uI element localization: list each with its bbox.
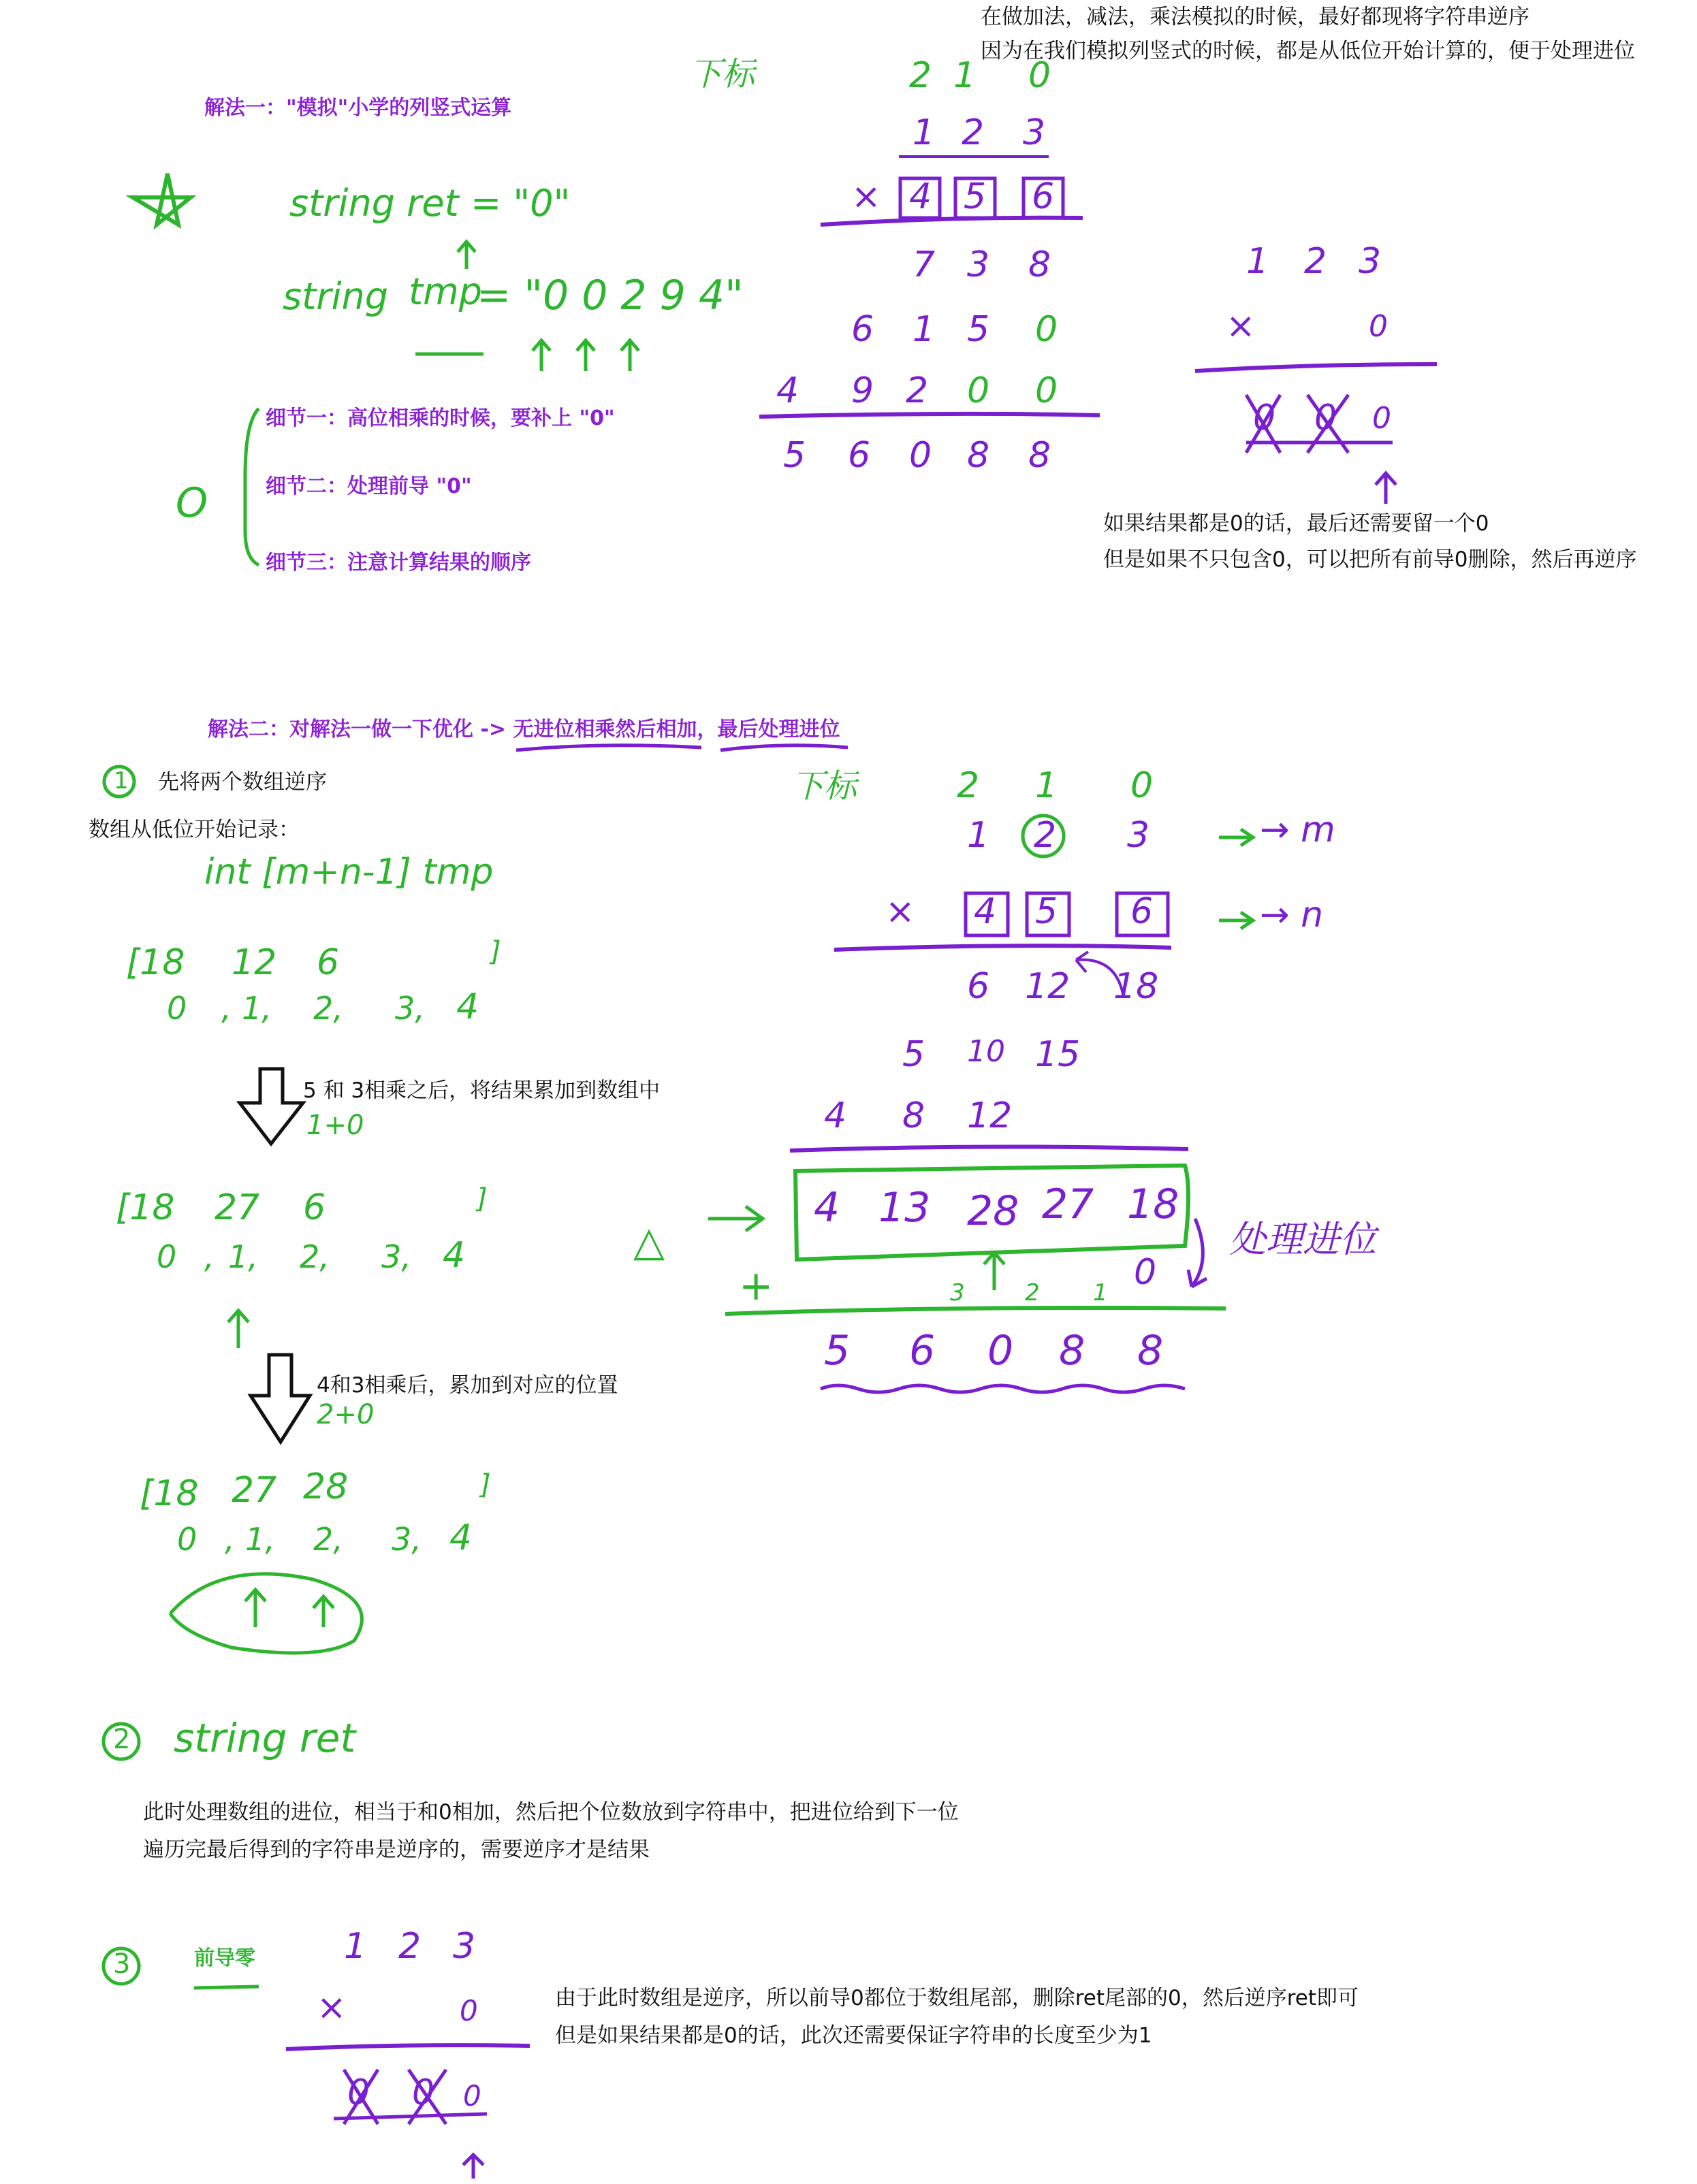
array3-v2: 28 xyxy=(303,1466,349,1507)
m2-multiplier-6: 6 xyxy=(1130,891,1154,932)
array1-v2: 6 xyxy=(317,942,340,983)
m1-zero-top-1: 1 xyxy=(1246,241,1269,282)
m2-sum-3: 28 xyxy=(967,1187,1019,1235)
m2-final-3: 0 xyxy=(987,1327,1014,1375)
method1-code-tmp-var: tmp xyxy=(409,270,483,313)
m1-result-5: 8 xyxy=(1028,435,1051,476)
step1-marker: 1 xyxy=(114,767,129,794)
m2-line-3 xyxy=(725,1308,1226,1314)
m2-row2-a: 5 xyxy=(902,1034,925,1075)
step2-marker: 2 xyxy=(113,1724,131,1755)
m2-carry-index-1: 1 xyxy=(1093,1279,1108,1306)
m2-final-2: 6 xyxy=(909,1327,936,1375)
step2-note-2: 遍历完最后得到的字符串是逆序的，需要逆序才是结果 xyxy=(143,1837,650,1862)
array1-v1: 12 xyxy=(232,942,277,983)
method1-detail-1: 细节一：高位相乘的时候，要补上 "0" xyxy=(266,406,615,430)
m1-zero-arrow xyxy=(1376,473,1396,504)
method2-title xyxy=(208,718,840,742)
m2-plus: + xyxy=(739,1262,774,1310)
m1-result-1: 5 xyxy=(783,435,806,476)
step3-line xyxy=(286,2045,530,2049)
arrow-note-1: 5 和 3相乘之后，将结果累加到数组中 xyxy=(303,1078,661,1103)
m2-index-1: 1 xyxy=(1035,765,1058,806)
m1-zero-top-3: 3 xyxy=(1359,241,1382,282)
m2-index-label: 下标 xyxy=(791,767,857,805)
array3-loop xyxy=(170,1574,362,1653)
m2-carry-label: 处理进位 xyxy=(1229,1218,1376,1261)
array3-v0: [18 xyxy=(140,1473,199,1514)
m2-sum-5: 18 xyxy=(1127,1181,1179,1228)
array1-i2: 1, xyxy=(242,990,272,1027)
m2-row2-c: 15 xyxy=(1035,1034,1081,1075)
m1-result-2: 6 xyxy=(848,435,871,476)
step1-text: 先将两个数组逆序 xyxy=(158,770,327,794)
array3-v3: ] xyxy=(480,1469,491,1500)
m1-multiplicand-1: 1 xyxy=(913,112,936,153)
m2-carry-index-0: 0 xyxy=(1134,1252,1157,1293)
m1-times: × xyxy=(851,176,881,217)
m1-multiplier-6: 6 xyxy=(1032,176,1055,217)
m2-final-5: 8 xyxy=(1137,1327,1164,1375)
m1-partial-3-d: 0 xyxy=(967,370,990,411)
m2-index-2: 2 xyxy=(957,765,980,806)
array2-i2: 1, xyxy=(228,1238,258,1275)
m2-multiplicand-1: 1 xyxy=(967,815,990,856)
step3-res-1: 0 xyxy=(347,2072,370,2113)
arrow-note-1-sub: 1+0 xyxy=(306,1110,364,1141)
array3-i2: 1, xyxy=(245,1521,275,1558)
m2-carry-index-2: 2 xyxy=(1025,1279,1040,1306)
step3-label-underline xyxy=(194,1987,259,1988)
arrow-note-2: 4和3相乘后，累加到对应的位置 xyxy=(317,1373,618,1398)
m1-partial-1-a: 7 xyxy=(913,244,936,285)
star-icon xyxy=(133,174,191,225)
m2-title-underline-1 xyxy=(516,745,701,750)
m1-result-4: 8 xyxy=(967,435,990,476)
step3-res-2: 0 xyxy=(412,2072,435,2113)
m1-multiplier-5: 5 xyxy=(964,176,987,217)
method1-circle-mark: O xyxy=(176,479,208,527)
m2-multiplicand-3: 3 xyxy=(1127,815,1150,856)
m1-line-2 xyxy=(759,414,1100,417)
m2-final-4: 8 xyxy=(1059,1327,1085,1375)
array1-i0: 0 xyxy=(167,990,187,1027)
array2-arrow xyxy=(228,1311,249,1348)
m1-multiplicand-3: 3 xyxy=(1023,112,1046,153)
arrow-note-2-sub: 2+0 xyxy=(317,1399,375,1430)
method2-title-part1: 无进位相乘然后相加， xyxy=(513,718,718,741)
m2-row3-b: 8 xyxy=(902,1095,925,1136)
m2-times: × xyxy=(885,891,915,932)
array1-i1: , xyxy=(221,990,232,1027)
m2-line-2 xyxy=(790,1146,1188,1151)
m1-multiplicand-2: 2 xyxy=(962,112,985,153)
step3-note-2: 但是如果结果都是0的话，此次还需要保证字符串的长度至少为1 xyxy=(555,2023,1152,2048)
array1-i5: 4 xyxy=(456,986,479,1027)
step3-res-3: 0 xyxy=(463,2079,481,2113)
step3-top-1: 1 xyxy=(344,1926,367,1967)
m1-result-3: 0 xyxy=(909,435,932,476)
down-arrow-2 xyxy=(251,1355,310,1442)
step3-times: × xyxy=(317,1987,347,2028)
array2-i3: 2, xyxy=(300,1238,330,1275)
step3-arrow xyxy=(463,2155,483,2179)
method1-code-tmp-prefix: string xyxy=(283,275,389,318)
array3-i5: 4 xyxy=(449,1517,473,1558)
step3-top-3: 3 xyxy=(453,1926,476,1967)
m2-carry-index-3: 3 xyxy=(950,1279,965,1306)
method1-title: 解法一："模拟"小学的列竖式运算 xyxy=(204,96,512,120)
array2-v0: [18 xyxy=(116,1187,175,1228)
m2-row1-c: 18 xyxy=(1113,966,1159,1007)
m2-carry-right xyxy=(1188,1219,1207,1287)
m2-multiplier-5: 5 xyxy=(1035,891,1058,932)
array1-i3: 2, xyxy=(313,990,343,1027)
m1-partial-2-d: 0 xyxy=(1035,309,1058,350)
m1-multiplier-4: 4 xyxy=(909,176,932,217)
m2-arrow-in xyxy=(708,1206,763,1231)
step3-marker: 3 xyxy=(113,1948,131,1980)
m2-m-label: → m xyxy=(1260,809,1335,850)
m2-multiplier-4: 4 xyxy=(974,891,997,932)
array2-i4: 3, xyxy=(381,1238,411,1275)
step3-note-1: 由于此时数组是逆序，所以前导0都位于数组尾部，删除ret尾部的0，然后逆序ret即可 xyxy=(555,1986,1359,2010)
array3-i4: 3, xyxy=(392,1521,422,1558)
array2-i0: 0 xyxy=(157,1238,177,1275)
m1-partial-2-b: 1 xyxy=(913,309,936,350)
m1-zero-times: × xyxy=(1226,306,1256,347)
m1-index-1: 1 xyxy=(953,55,977,96)
array1-i4: 3, xyxy=(395,990,425,1027)
array2-v3: ] xyxy=(477,1183,488,1215)
m2-row1-a: 6 xyxy=(967,966,990,1007)
m1-partial-3-e: 0 xyxy=(1035,370,1058,411)
step2-code: string ret xyxy=(174,1715,356,1761)
array1-v0: [18 xyxy=(126,942,185,983)
method2-title-part2: 最后处理进位 xyxy=(717,718,840,741)
m1-zero-note-1: 如果结果都是0的话，最后还需要留一个0 xyxy=(1103,511,1489,536)
array3-v1: 27 xyxy=(232,1470,277,1511)
m2-row1-b: 12 xyxy=(1025,966,1070,1007)
array3-i3: 2, xyxy=(313,1521,343,1558)
m1-partial-3-c: 2 xyxy=(906,370,929,411)
m2-final-wave xyxy=(821,1385,1185,1392)
m2-final-1: 5 xyxy=(824,1327,851,1375)
m1-zero-res-2: 0 xyxy=(1314,398,1337,438)
m2-title-underline-2 xyxy=(720,745,848,750)
m2-row3-a: 4 xyxy=(824,1095,847,1136)
m1-zero-line xyxy=(1195,364,1437,371)
method1-detail-3: 细节三：注意计算结果的顺序 xyxy=(266,551,531,575)
step1-tmp-decl: int [m+n-1] tmp xyxy=(204,852,494,893)
m2-arrow-n xyxy=(1219,912,1253,929)
m1-zero-res-3: 0 xyxy=(1372,401,1391,436)
array3-i0: 0 xyxy=(177,1521,197,1558)
array3-arrows xyxy=(245,1590,334,1627)
m2-row3-c: 12 xyxy=(967,1095,1013,1136)
m2-triangle-mark: △ xyxy=(633,1218,665,1266)
step3-bottom: 0 xyxy=(460,1994,478,2027)
details-brace xyxy=(245,408,259,565)
array2-v1: 27 xyxy=(215,1187,260,1228)
step3-label: 前导零 xyxy=(194,1946,255,1970)
down-arrow-1 xyxy=(240,1069,303,1144)
m2-line-1 xyxy=(834,946,1171,950)
m1-zero-res-1: 0 xyxy=(1253,398,1276,438)
top-note-1: 在做加法，减法，乘法模拟的时候，最好都现将字符串逆序 xyxy=(981,5,1529,29)
m1-partial-1-c: 8 xyxy=(1028,244,1051,285)
top-note-2: 因为在我们模拟列竖式的时候，都是从低位开始计算的，便于处理进位 xyxy=(981,39,1635,63)
method1-code-tmp-value: = "0 0 2 9 4" xyxy=(477,272,744,319)
m2-arrow-m xyxy=(1219,829,1253,846)
m2-n-label: → n xyxy=(1260,895,1324,935)
m1-partial-1-b: 3 xyxy=(967,244,990,285)
method2-title-prefix: 解法二：对解法一做一下优化 -> xyxy=(208,718,513,741)
method1-detail-2: 细节二：处理前导 "0" xyxy=(266,475,472,498)
m1-partial-3-b: 9 xyxy=(851,370,874,411)
step2-note-1: 此时处理数组的进位，相当于和0相加，然后把个位数放到字符串中，把进位给到下一位 xyxy=(143,1800,959,1825)
array2-i5: 4 xyxy=(443,1235,466,1276)
m1-zero-top-2: 2 xyxy=(1304,241,1327,282)
step3-top-2: 2 xyxy=(398,1926,422,1967)
m1-index-2: 2 xyxy=(909,55,932,96)
m2-multiplicand-2: 2 xyxy=(1034,815,1057,856)
m2-up-arrow xyxy=(984,1253,1004,1290)
m1-partial-3-a: 4 xyxy=(776,370,799,411)
m2-sum-1: 4 xyxy=(814,1184,840,1232)
m1-zero-note-2: 但是如果不只包含0，可以把所有前导0删除，然后再逆序 xyxy=(1103,547,1637,572)
m2-index-0: 0 xyxy=(1130,765,1154,806)
m1-index-0: 0 xyxy=(1028,55,1051,96)
method1-code-ret: string ret = "0" xyxy=(289,182,571,225)
step1-sub: 数组从低位开始记录： xyxy=(89,818,300,842)
array2-i1: , xyxy=(204,1238,215,1275)
m1-zero-bottom: 0 xyxy=(1369,309,1388,344)
m1-partial-2-a: 6 xyxy=(851,309,874,350)
m1-partial-2-c: 5 xyxy=(967,309,990,350)
m2-sum-4: 27 xyxy=(1042,1181,1094,1228)
array3-i1: , xyxy=(225,1521,235,1558)
array1-v3: ] xyxy=(490,936,501,967)
m2-row2-b: 10 xyxy=(967,1034,1005,1069)
array2-v2: 6 xyxy=(303,1187,326,1228)
m2-sum-2: 13 xyxy=(878,1184,931,1232)
m1-index-label: 下标 xyxy=(689,55,755,93)
